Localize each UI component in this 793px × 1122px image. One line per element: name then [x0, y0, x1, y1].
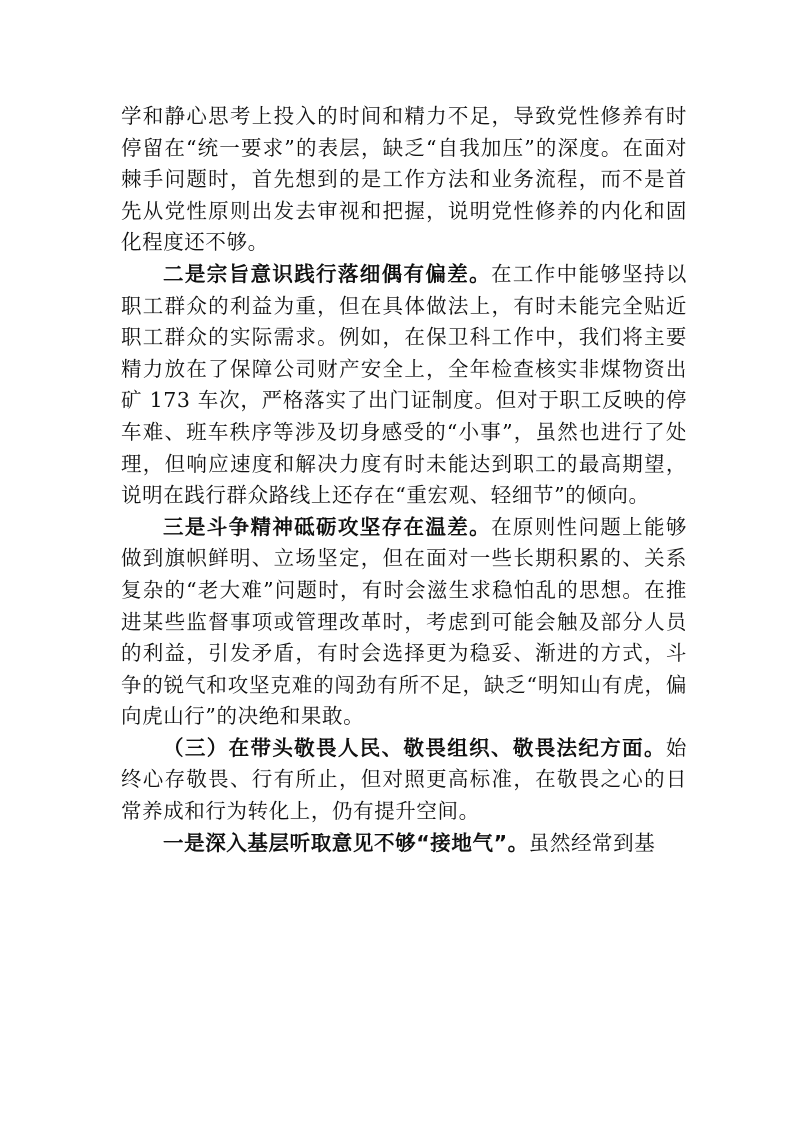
paragraph-5-heading: 一是深入基层听取意见不够“接地气”。: [163, 830, 529, 855]
paragraph-4: [121, 733, 687, 828]
paragraph-4-text: 始终心存敬畏、行有所止，但对照更高标准，在敬畏之心的日常养成和行为转化上，仍有提升空间。: [121, 735, 687, 824]
paragraph-5-text: 虽然经常到基: [528, 830, 656, 855]
document-body: [121, 101, 687, 859]
paragraph-3: [121, 512, 687, 733]
paragraph-5: [121, 828, 687, 860]
paragraph-1-text: 学和静心思考上投入的时间和精力不足，导致党性修养有时停留在“统一要求”的表层，缺乏“自我加压”的深度。在面对棘手问题时，首先想到的是工作方法和业务流程，而不是首先从党性原则出发去审视和把握，说明党性修养的内化和固化程度还不够。: [121, 104, 687, 255]
paragraph-1: [121, 101, 687, 259]
paragraph-3-heading: 三是斗争精神砥砺攻坚存在温差。: [163, 514, 491, 539]
paragraph-4-heading: （三）在带头敬畏人民、敬畏组织、敬畏法纪方面。: [163, 735, 666, 760]
paragraph-2: [121, 259, 687, 512]
paragraph-2-heading: 二是宗旨意识践行落细偶有偏差。: [163, 261, 491, 286]
paragraph-2-text: 在工作中能够坚持以职工群众的利益为重，但在具体做法上，有时未能完全贴近职工群众的实际需求。例如，在保卫科工作中，我们将主要精力放在了保障公司财产安全上，全年检查核实非煤物资出矿 173 车次，严格落实了出门证制度。但对于职工反映的停车难、班车秩序等涉及切身感受的“小事”，虽然也进行了处理，但响应速度和解决力度有时未能达到职工的最高期望，说明在践行群众路线上还存在“重宏观、轻细节”的倾向。: [121, 261, 688, 508]
paragraph-3-text: 在原则性问题上能够做到旗帜鲜明、立场坚定，但在面对一些长期积累的、关系复杂的“老大难”问题时，有时会滋生求稳怕乱的思想。在推进某些监督事项或管理改革时，考虑到可能会触及部分人员的利益，引发矛盾，有时会选择更为稳妥、渐进的方式，斗争的锐气和攻坚克难的闯劲有所不足，缺乏“明知山有虎，偏向虎山行”的决绝和果敢。: [121, 514, 688, 729]
